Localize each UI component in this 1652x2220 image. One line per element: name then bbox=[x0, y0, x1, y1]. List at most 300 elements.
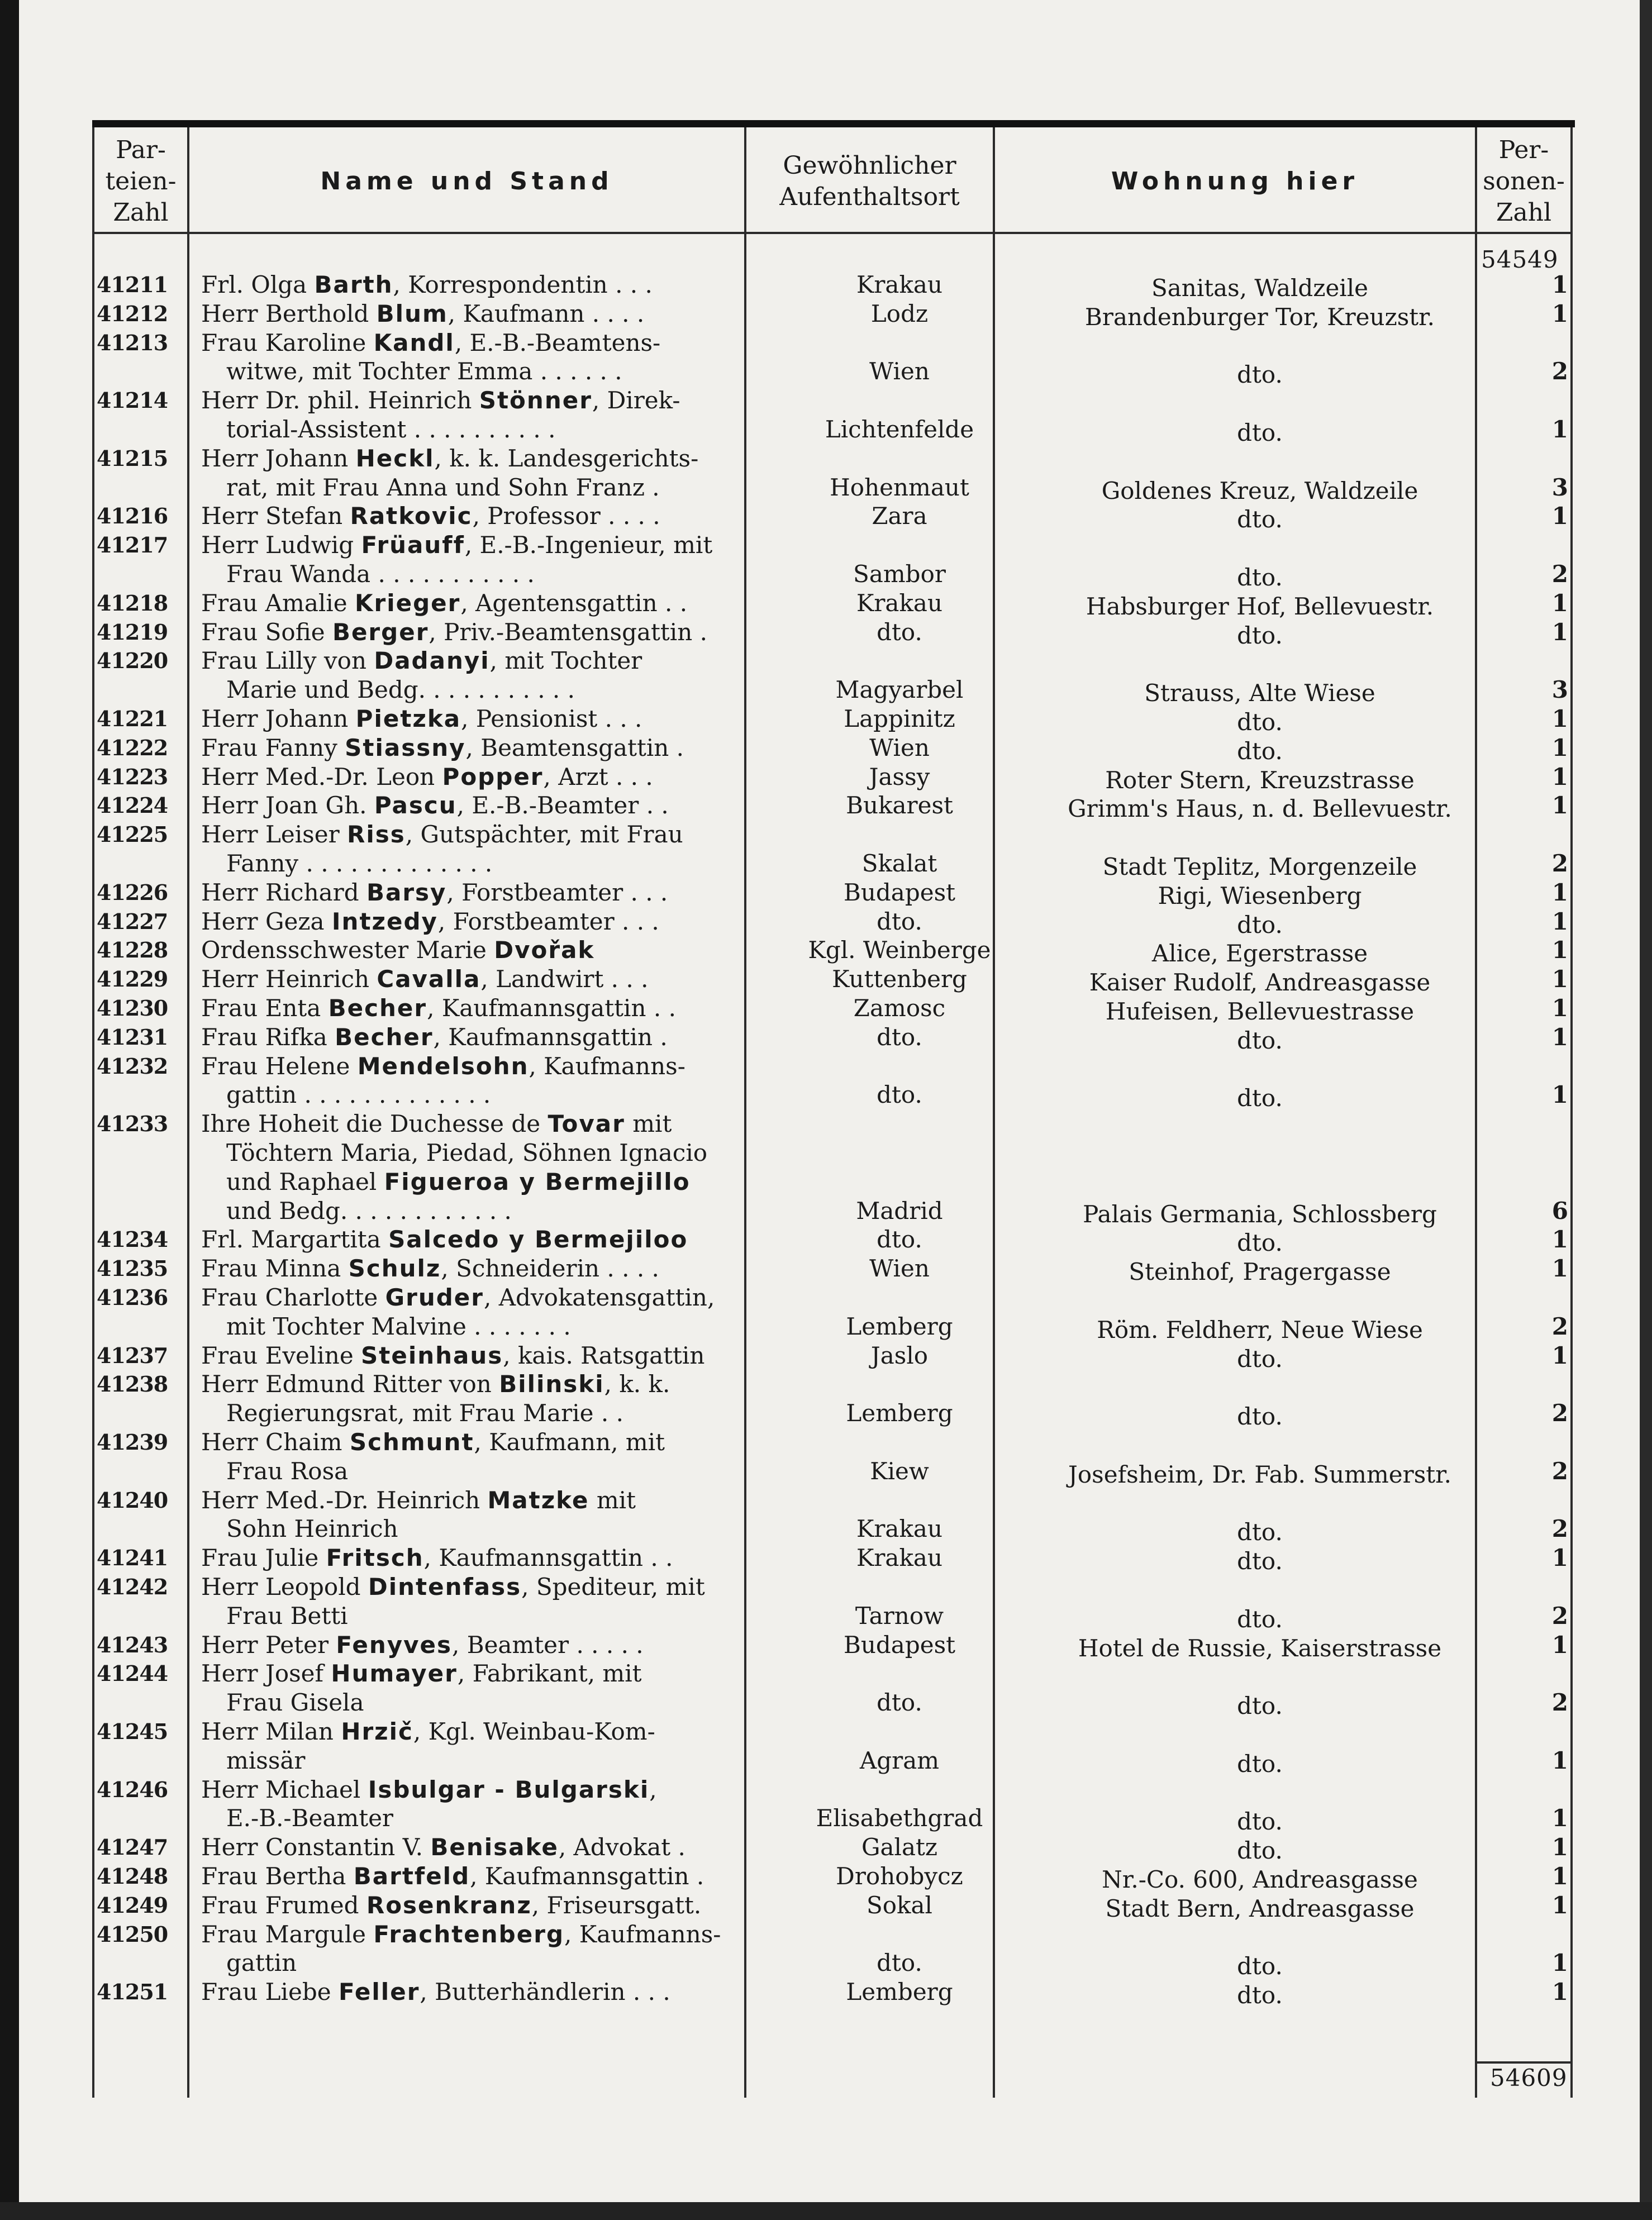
register-row bbox=[92, 1487, 1575, 1545]
surname: Blum bbox=[376, 299, 448, 327]
register-row bbox=[92, 1110, 1575, 1226]
occupation-text: , Gutspächter, mit Frau bbox=[405, 821, 683, 849]
register-row bbox=[92, 1284, 1575, 1342]
surname: Ratkovic bbox=[350, 502, 473, 530]
usual-residence: Agram bbox=[859, 1746, 940, 1774]
surname: Schmunt bbox=[349, 1428, 474, 1456]
person-count: 1 bbox=[1551, 1081, 1568, 1109]
usual-residence: Kgl. Weinberge bbox=[808, 936, 991, 964]
name-line bbox=[201, 821, 822, 848]
name-text: Frau Rosa bbox=[226, 1457, 349, 1485]
person-count: 6 bbox=[1551, 1197, 1568, 1225]
person-count: 2 bbox=[1551, 1689, 1568, 1717]
name-text: Frau Karoline bbox=[201, 328, 374, 356]
person-count: 1 bbox=[1551, 733, 1568, 761]
name-line bbox=[201, 531, 822, 559]
local-lodging: dto. bbox=[1237, 1837, 1283, 1865]
usual-residence: Madrid bbox=[856, 1197, 943, 1225]
local-lodging: Palais Germania, Schlossberg bbox=[1083, 1200, 1437, 1228]
surname: Bartfeld bbox=[353, 1862, 470, 1890]
name-line bbox=[201, 936, 822, 964]
occupation-text: , mit Tochter bbox=[489, 647, 642, 675]
register-row bbox=[92, 1718, 1575, 1776]
name-text: Regierungsrat, mit Frau Marie . . bbox=[226, 1399, 623, 1427]
surname: Dvořak bbox=[494, 936, 595, 964]
header-aufenthaltsort: Gewöhnlicher Aufenthaltsort bbox=[779, 151, 960, 211]
name-line bbox=[201, 1573, 822, 1600]
party-number: 41246 bbox=[97, 1776, 168, 1802]
person-count: 1 bbox=[1551, 1631, 1568, 1659]
local-lodging: dto. bbox=[1237, 1518, 1283, 1546]
local-lodging: dto. bbox=[1237, 1808, 1283, 1836]
name-line bbox=[201, 1110, 822, 1137]
name-text: Frau Charlotte bbox=[201, 1284, 385, 1311]
surname: Stönner bbox=[479, 387, 592, 415]
local-lodging: dto. bbox=[1237, 911, 1283, 939]
name-text: Töchtern Maria, Piedad, Söhnen Ignacio bbox=[226, 1138, 708, 1166]
usual-residence: Wien bbox=[869, 1255, 930, 1283]
usual-residence: Lemberg bbox=[846, 1978, 953, 2006]
occupation-text: , Kaufmann . . . . bbox=[447, 299, 645, 327]
name-text: Marie und Bedg. . . . . . . . . . . bbox=[226, 676, 575, 704]
local-lodging: dto. bbox=[1237, 1605, 1283, 1633]
register-row bbox=[92, 1370, 1575, 1431]
surname: Krieger bbox=[354, 589, 461, 617]
name-text: Ihre Hoheit die Duchesse de bbox=[201, 1110, 548, 1138]
name-text: gattin bbox=[226, 1949, 297, 1977]
name-line bbox=[201, 271, 822, 298]
name-text: Herr Dr. phil. Heinrich bbox=[201, 387, 479, 415]
occupation-text: , Agentensgattin . . bbox=[460, 589, 688, 617]
person-count: 1 bbox=[1551, 878, 1568, 906]
surname: Schulz bbox=[348, 1255, 441, 1283]
usual-residence: Krakau bbox=[856, 1544, 943, 1572]
name-text: Herr Michael bbox=[201, 1775, 368, 1803]
surname: Gruder bbox=[385, 1284, 484, 1311]
person-count: 2 bbox=[1551, 849, 1568, 877]
party-number: 41245 bbox=[97, 1719, 168, 1744]
usual-residence: Kiew bbox=[870, 1457, 929, 1485]
name-line bbox=[201, 1226, 822, 1253]
name-line bbox=[201, 589, 822, 617]
person-count: 2 bbox=[1551, 560, 1568, 588]
person-count: 1 bbox=[1551, 994, 1568, 1022]
occupation-text: , kais. Ratsgattin bbox=[503, 1341, 705, 1369]
party-number: 41229 bbox=[97, 966, 168, 992]
party-number: 41236 bbox=[97, 1285, 168, 1310]
name-text: Herr Peter bbox=[201, 1631, 336, 1659]
register-row bbox=[92, 1776, 1575, 1834]
usual-residence: Magyarbel bbox=[835, 676, 964, 704]
local-lodging: Goldenes Kreuz, Waldzeile bbox=[1101, 477, 1418, 504]
name-text: Frau Julie bbox=[201, 1544, 326, 1572]
usual-residence: Sokal bbox=[867, 1891, 932, 1919]
local-lodging: dto. bbox=[1237, 563, 1283, 591]
name-line bbox=[201, 329, 822, 356]
name-text: Herr Constantin V. bbox=[201, 1833, 431, 1861]
name-text: Frau Minna bbox=[201, 1255, 349, 1283]
name-line bbox=[201, 1660, 822, 1687]
occupation-text: , Kaufmanns- bbox=[564, 1920, 721, 1948]
local-lodging: Steinhof, Pragergasse bbox=[1129, 1258, 1391, 1286]
person-count: 1 bbox=[1551, 965, 1568, 993]
name-line bbox=[201, 1978, 822, 2005]
local-lodging: dto. bbox=[1237, 737, 1283, 765]
register-row bbox=[92, 531, 1575, 589]
local-lodging: dto. bbox=[1237, 621, 1283, 649]
surname: Hrzič bbox=[341, 1718, 413, 1745]
occupation-text: , Beamter . . . . . bbox=[452, 1631, 644, 1659]
usual-residence: Jaslo bbox=[870, 1341, 929, 1369]
register-row bbox=[92, 329, 1575, 387]
party-number: 41248 bbox=[97, 1864, 168, 1889]
party-number: 41238 bbox=[97, 1371, 168, 1397]
occupation-text: , Priv.-Beamtensgattin . bbox=[429, 618, 707, 646]
party-number: 41241 bbox=[97, 1545, 168, 1571]
person-count: 1 bbox=[1551, 589, 1568, 617]
person-count: 1 bbox=[1551, 1341, 1568, 1369]
local-lodging: Sanitas, Waldzeile bbox=[1151, 274, 1369, 302]
person-count: 3 bbox=[1551, 676, 1568, 704]
register-row bbox=[92, 1921, 1575, 1979]
name-text: witwe, mit Tochter Emma . . . . . . bbox=[226, 358, 622, 385]
scan-edge-right bbox=[1640, 0, 1652, 2220]
header-rule bbox=[92, 232, 1573, 234]
occupation-text: mit bbox=[589, 1486, 636, 1514]
local-lodging: Alice, Egerstrasse bbox=[1151, 940, 1368, 968]
name-text: Herr Joan Gh. bbox=[201, 792, 374, 820]
local-lodging: dto. bbox=[1237, 1692, 1283, 1720]
register-row bbox=[92, 734, 1575, 763]
register-row bbox=[92, 763, 1575, 792]
party-number: 41233 bbox=[97, 1111, 168, 1137]
name-text: Herr Josef bbox=[201, 1660, 331, 1688]
surname: Dintenfass bbox=[368, 1573, 522, 1600]
local-lodging: Röm. Feldherr, Neue Wiese bbox=[1097, 1316, 1423, 1344]
scan-edge-bottom bbox=[0, 2202, 1652, 2220]
name-line bbox=[201, 1255, 822, 1282]
person-count: 3 bbox=[1551, 473, 1568, 501]
name-text: Frl. Olga bbox=[201, 271, 315, 298]
occupation-text: , Korrespondentin . . . bbox=[393, 271, 653, 298]
name-text: rat, mit Frau Anna und Sohn Franz . bbox=[226, 473, 660, 501]
person-count: 1 bbox=[1551, 299, 1568, 327]
occupation-text: , Professor . . . . bbox=[472, 502, 660, 530]
register-row bbox=[92, 1833, 1575, 1865]
surname: Rosenkranz bbox=[366, 1891, 532, 1919]
name-text: Herr Stefan bbox=[201, 502, 350, 530]
usual-residence: Jassy bbox=[869, 763, 930, 790]
occupation-text: , Schneiderin . . . . bbox=[441, 1255, 659, 1283]
usual-residence: Lappinitz bbox=[844, 705, 955, 732]
register-row bbox=[92, 1862, 1575, 1892]
usual-residence: Wien bbox=[869, 358, 930, 385]
surname: Pietzka bbox=[355, 705, 461, 732]
local-lodging: Stadt Bern, Andreasgasse bbox=[1105, 1894, 1415, 1922]
name-line bbox=[201, 1342, 822, 1369]
name-line bbox=[201, 445, 822, 472]
occupation-text: , Kaufmannsgattin . bbox=[433, 1023, 668, 1051]
surname: Isbulgar - Bulgarski bbox=[368, 1775, 650, 1803]
party-number: 41214 bbox=[97, 388, 168, 413]
usual-residence: Bukarest bbox=[846, 792, 953, 820]
name-text: Sohn Heinrich bbox=[226, 1515, 398, 1543]
usual-residence: Kuttenberg bbox=[832, 965, 967, 993]
name-text: Herr Johann bbox=[201, 444, 356, 472]
local-lodging: Brandenburger Tor, Kreuzstr. bbox=[1085, 303, 1435, 331]
register-row bbox=[92, 1052, 1575, 1111]
surname: Mendelsohn bbox=[357, 1052, 529, 1080]
usual-residence: Lemberg bbox=[846, 1399, 953, 1427]
occupation-text: , E.-B.-Beamtens- bbox=[454, 328, 661, 356]
usual-residence: dto. bbox=[877, 907, 922, 935]
register-row bbox=[92, 1892, 1575, 1921]
local-lodging: dto. bbox=[1237, 708, 1283, 736]
local-lodging: dto. bbox=[1237, 1229, 1283, 1257]
party-number: 41225 bbox=[97, 822, 168, 847]
name-text: Frau Eveline bbox=[201, 1341, 361, 1369]
surname: Benisake bbox=[430, 1833, 559, 1861]
name-line bbox=[226, 1168, 848, 1195]
usual-residence: dto. bbox=[877, 1081, 922, 1109]
name-line bbox=[201, 705, 822, 732]
name-line bbox=[201, 734, 822, 761]
occupation-text: , Advokat . bbox=[558, 1833, 685, 1861]
person-count: 1 bbox=[1551, 1544, 1568, 1572]
occupation-text: , Landwirt . . . bbox=[480, 965, 649, 993]
person-count: 2 bbox=[1551, 1312, 1568, 1340]
register-row bbox=[92, 387, 1575, 445]
usual-residence: Galatz bbox=[861, 1833, 938, 1861]
party-number: 41244 bbox=[97, 1661, 168, 1687]
register-row bbox=[92, 821, 1575, 879]
usual-residence: Lemberg bbox=[846, 1312, 953, 1340]
occupation-text: , Fabrikant, mit bbox=[457, 1660, 642, 1688]
local-lodging: Strauss, Alte Wiese bbox=[1144, 679, 1375, 707]
party-number: 41217 bbox=[97, 532, 168, 558]
party-number: 41220 bbox=[97, 648, 168, 674]
occupation-text: , Butterhändlerin . . . bbox=[420, 1978, 670, 2006]
local-lodging: Grimm's Haus, n. d. Bellevuestr. bbox=[1068, 795, 1452, 823]
register-row bbox=[92, 936, 1575, 968]
name-text: Herr Med.-Dr. Leon bbox=[201, 763, 442, 790]
local-lodging: Rigi, Wiesenberg bbox=[1158, 882, 1362, 909]
usual-residence: Zamosc bbox=[853, 994, 946, 1022]
surname: Steinhaus bbox=[361, 1341, 503, 1369]
surname: Stiassny bbox=[345, 733, 466, 761]
party-number: 41235 bbox=[97, 1256, 168, 1281]
party-number: 41230 bbox=[97, 995, 168, 1021]
name-line bbox=[201, 1631, 822, 1659]
usual-residence: Elisabethgrad bbox=[816, 1804, 983, 1832]
usual-residence: dto. bbox=[877, 1023, 922, 1051]
header-wohnung: Wohnung hier bbox=[1111, 167, 1359, 196]
occupation-text: , E.-B.-Beamter . . bbox=[456, 792, 669, 820]
person-count: 1 bbox=[1551, 1226, 1568, 1254]
carry-in-total: 54549 bbox=[1481, 246, 1559, 273]
register-row bbox=[92, 1342, 1575, 1371]
register-row bbox=[92, 589, 1575, 618]
register-row bbox=[92, 1978, 1575, 2007]
register-row bbox=[92, 705, 1575, 734]
person-count: 1 bbox=[1551, 415, 1568, 443]
scan-edge-left bbox=[0, 0, 19, 2220]
usual-residence: Lichtenfelde bbox=[825, 415, 974, 443]
usual-residence: dto. bbox=[877, 618, 922, 646]
surname: Figueroa y Bermejillo bbox=[384, 1168, 691, 1195]
usual-residence: dto. bbox=[877, 1949, 922, 1977]
occupation-text: , Friseursgatt. bbox=[531, 1891, 702, 1919]
local-lodging: Nr.-Co. 600, Andreasgasse bbox=[1102, 1866, 1418, 1893]
local-lodging: Kaiser Rudolf, Andreasgasse bbox=[1089, 969, 1431, 997]
usual-residence: Zara bbox=[872, 502, 927, 530]
name-text: Frau Sofie bbox=[201, 618, 332, 646]
party-number: 41226 bbox=[97, 879, 168, 905]
surname: Humayer bbox=[331, 1660, 458, 1688]
surname: Berger bbox=[332, 618, 429, 646]
party-number: 41221 bbox=[97, 706, 168, 731]
party-number: 41249 bbox=[97, 1892, 168, 1918]
person-count: 1 bbox=[1551, 1949, 1568, 1977]
register-row bbox=[92, 445, 1575, 503]
surname: Matzke bbox=[487, 1486, 589, 1514]
person-count: 1 bbox=[1551, 1023, 1568, 1051]
occupation-text: , Kgl. Weinbau-Kom- bbox=[413, 1718, 655, 1745]
usual-residence: Krakau bbox=[856, 589, 943, 617]
name-text: Frau Frumed bbox=[201, 1891, 366, 1919]
local-lodging: dto. bbox=[1237, 1981, 1283, 2009]
party-number: 41240 bbox=[97, 1487, 168, 1513]
name-text: Ordensschwester Marie bbox=[201, 936, 494, 964]
person-count: 1 bbox=[1551, 1255, 1568, 1283]
name-text: Frau Helene bbox=[201, 1052, 358, 1080]
surname: Becher bbox=[335, 1023, 434, 1051]
occupation-text: , Advokatensgattin, bbox=[484, 1284, 715, 1311]
carry-out-total: 54609 bbox=[1490, 2064, 1568, 2092]
local-lodging: Hufeisen, Bellevuestrasse bbox=[1105, 998, 1415, 1025]
usual-residence: Skalat bbox=[861, 849, 937, 877]
header-personen-zahl: Per-sonen-Zahl bbox=[1483, 136, 1565, 227]
local-lodging: Roter Stern, Kreuzstrasse bbox=[1105, 766, 1415, 794]
person-count: 2 bbox=[1551, 358, 1568, 385]
usual-residence: dto. bbox=[877, 1226, 922, 1254]
name-line bbox=[201, 792, 822, 819]
person-count: 1 bbox=[1551, 1978, 1568, 2006]
person-count: 1 bbox=[1551, 502, 1568, 530]
name-line bbox=[201, 1776, 822, 1803]
surname: Popper bbox=[442, 763, 544, 790]
name-text: Herr Chaim bbox=[201, 1428, 350, 1456]
local-lodging: dto. bbox=[1237, 1403, 1283, 1431]
party-number: 41239 bbox=[97, 1430, 168, 1455]
surname: Salcedo y Bermejiloo bbox=[388, 1226, 688, 1254]
name-text: Frau Lilly von bbox=[201, 647, 374, 675]
surname: Bilinski bbox=[499, 1370, 604, 1398]
name-line bbox=[201, 387, 822, 414]
usual-residence: Tarnow bbox=[855, 1602, 944, 1630]
usual-residence: Wien bbox=[869, 733, 930, 761]
party-number: 41234 bbox=[97, 1227, 168, 1252]
surname: Tovar bbox=[548, 1110, 625, 1138]
party-number: 41231 bbox=[97, 1024, 168, 1050]
surname: Becher bbox=[328, 994, 427, 1022]
name-text: Herr Johann bbox=[201, 705, 356, 732]
local-lodging: dto. bbox=[1237, 1026, 1283, 1054]
name-text: missär bbox=[226, 1746, 306, 1774]
local-lodging: dto. bbox=[1237, 1345, 1283, 1373]
party-number: 41222 bbox=[97, 735, 168, 760]
surname: Heckl bbox=[355, 444, 435, 472]
person-count: 1 bbox=[1551, 618, 1568, 646]
register-table bbox=[92, 120, 1575, 2098]
name-text: Fanny . . . . . . . . . . . . . bbox=[226, 849, 493, 877]
total-rule bbox=[1477, 2061, 1570, 2064]
name-line bbox=[201, 647, 822, 674]
local-lodging: Josefsheim, Dr. Fab. Summerstr. bbox=[1068, 1460, 1451, 1488]
party-number: 41242 bbox=[97, 1574, 168, 1599]
person-count: 1 bbox=[1551, 705, 1568, 732]
surname: Fritsch bbox=[326, 1544, 424, 1572]
person-count: 1 bbox=[1551, 792, 1568, 820]
register-row bbox=[92, 271, 1575, 300]
person-count: 1 bbox=[1551, 907, 1568, 935]
register-row bbox=[92, 908, 1575, 937]
name-line bbox=[201, 1428, 822, 1456]
name-text: Herr Leopold bbox=[201, 1573, 368, 1600]
occupation-text: , Kaufmannsgattin . . bbox=[423, 1544, 673, 1572]
name-text: und Raphael bbox=[226, 1168, 384, 1195]
party-number: 41213 bbox=[97, 330, 168, 355]
usual-residence: Budapest bbox=[843, 1631, 955, 1659]
name-text: Frau Margule bbox=[201, 1920, 374, 1948]
surname: Früauff bbox=[361, 531, 465, 559]
register-row bbox=[92, 300, 1575, 329]
local-lodging: dto. bbox=[1237, 418, 1283, 446]
name-text: Frau Fanny bbox=[201, 733, 345, 761]
name-text: Herr Med.-Dr. Heinrich bbox=[201, 1486, 488, 1514]
name-text: Frau Liebe bbox=[201, 1978, 339, 2006]
surname: Riss bbox=[347, 821, 406, 849]
register-row bbox=[92, 1660, 1575, 1718]
name-text: Herr Ludwig bbox=[201, 531, 361, 559]
person-count: 1 bbox=[1551, 271, 1568, 298]
party-number: 41223 bbox=[97, 764, 168, 789]
person-count: 2 bbox=[1551, 1515, 1568, 1543]
name-text: Frau Enta bbox=[201, 994, 329, 1022]
surname: Intzedy bbox=[331, 907, 438, 935]
party-number: 41250 bbox=[97, 1921, 168, 1947]
surname: Kandl bbox=[373, 328, 455, 356]
name-text: mit Tochter Malvine . . . . . . . bbox=[226, 1312, 571, 1340]
party-number: 41251 bbox=[97, 1979, 168, 2005]
name-line bbox=[201, 1892, 822, 1919]
usual-residence: Hohenmaut bbox=[830, 473, 969, 501]
party-number: 41216 bbox=[97, 503, 168, 529]
person-count: 2 bbox=[1551, 1399, 1568, 1427]
name-text: Herr Leiser bbox=[201, 821, 347, 849]
surname: Pascu bbox=[374, 792, 457, 820]
register-row bbox=[92, 792, 1575, 821]
name-line bbox=[201, 994, 822, 1022]
usual-residence: Lodz bbox=[870, 299, 929, 327]
name-line bbox=[201, 502, 822, 530]
party-number: 41215 bbox=[97, 445, 168, 471]
top-rule bbox=[92, 120, 1575, 127]
local-lodging: Hotel de Russie, Kaiserstrasse bbox=[1078, 1634, 1442, 1662]
name-line bbox=[201, 965, 822, 993]
name-text: gattin . . . . . . . . . . . . . bbox=[226, 1081, 491, 1109]
surname: Frachtenberg bbox=[373, 1920, 565, 1948]
